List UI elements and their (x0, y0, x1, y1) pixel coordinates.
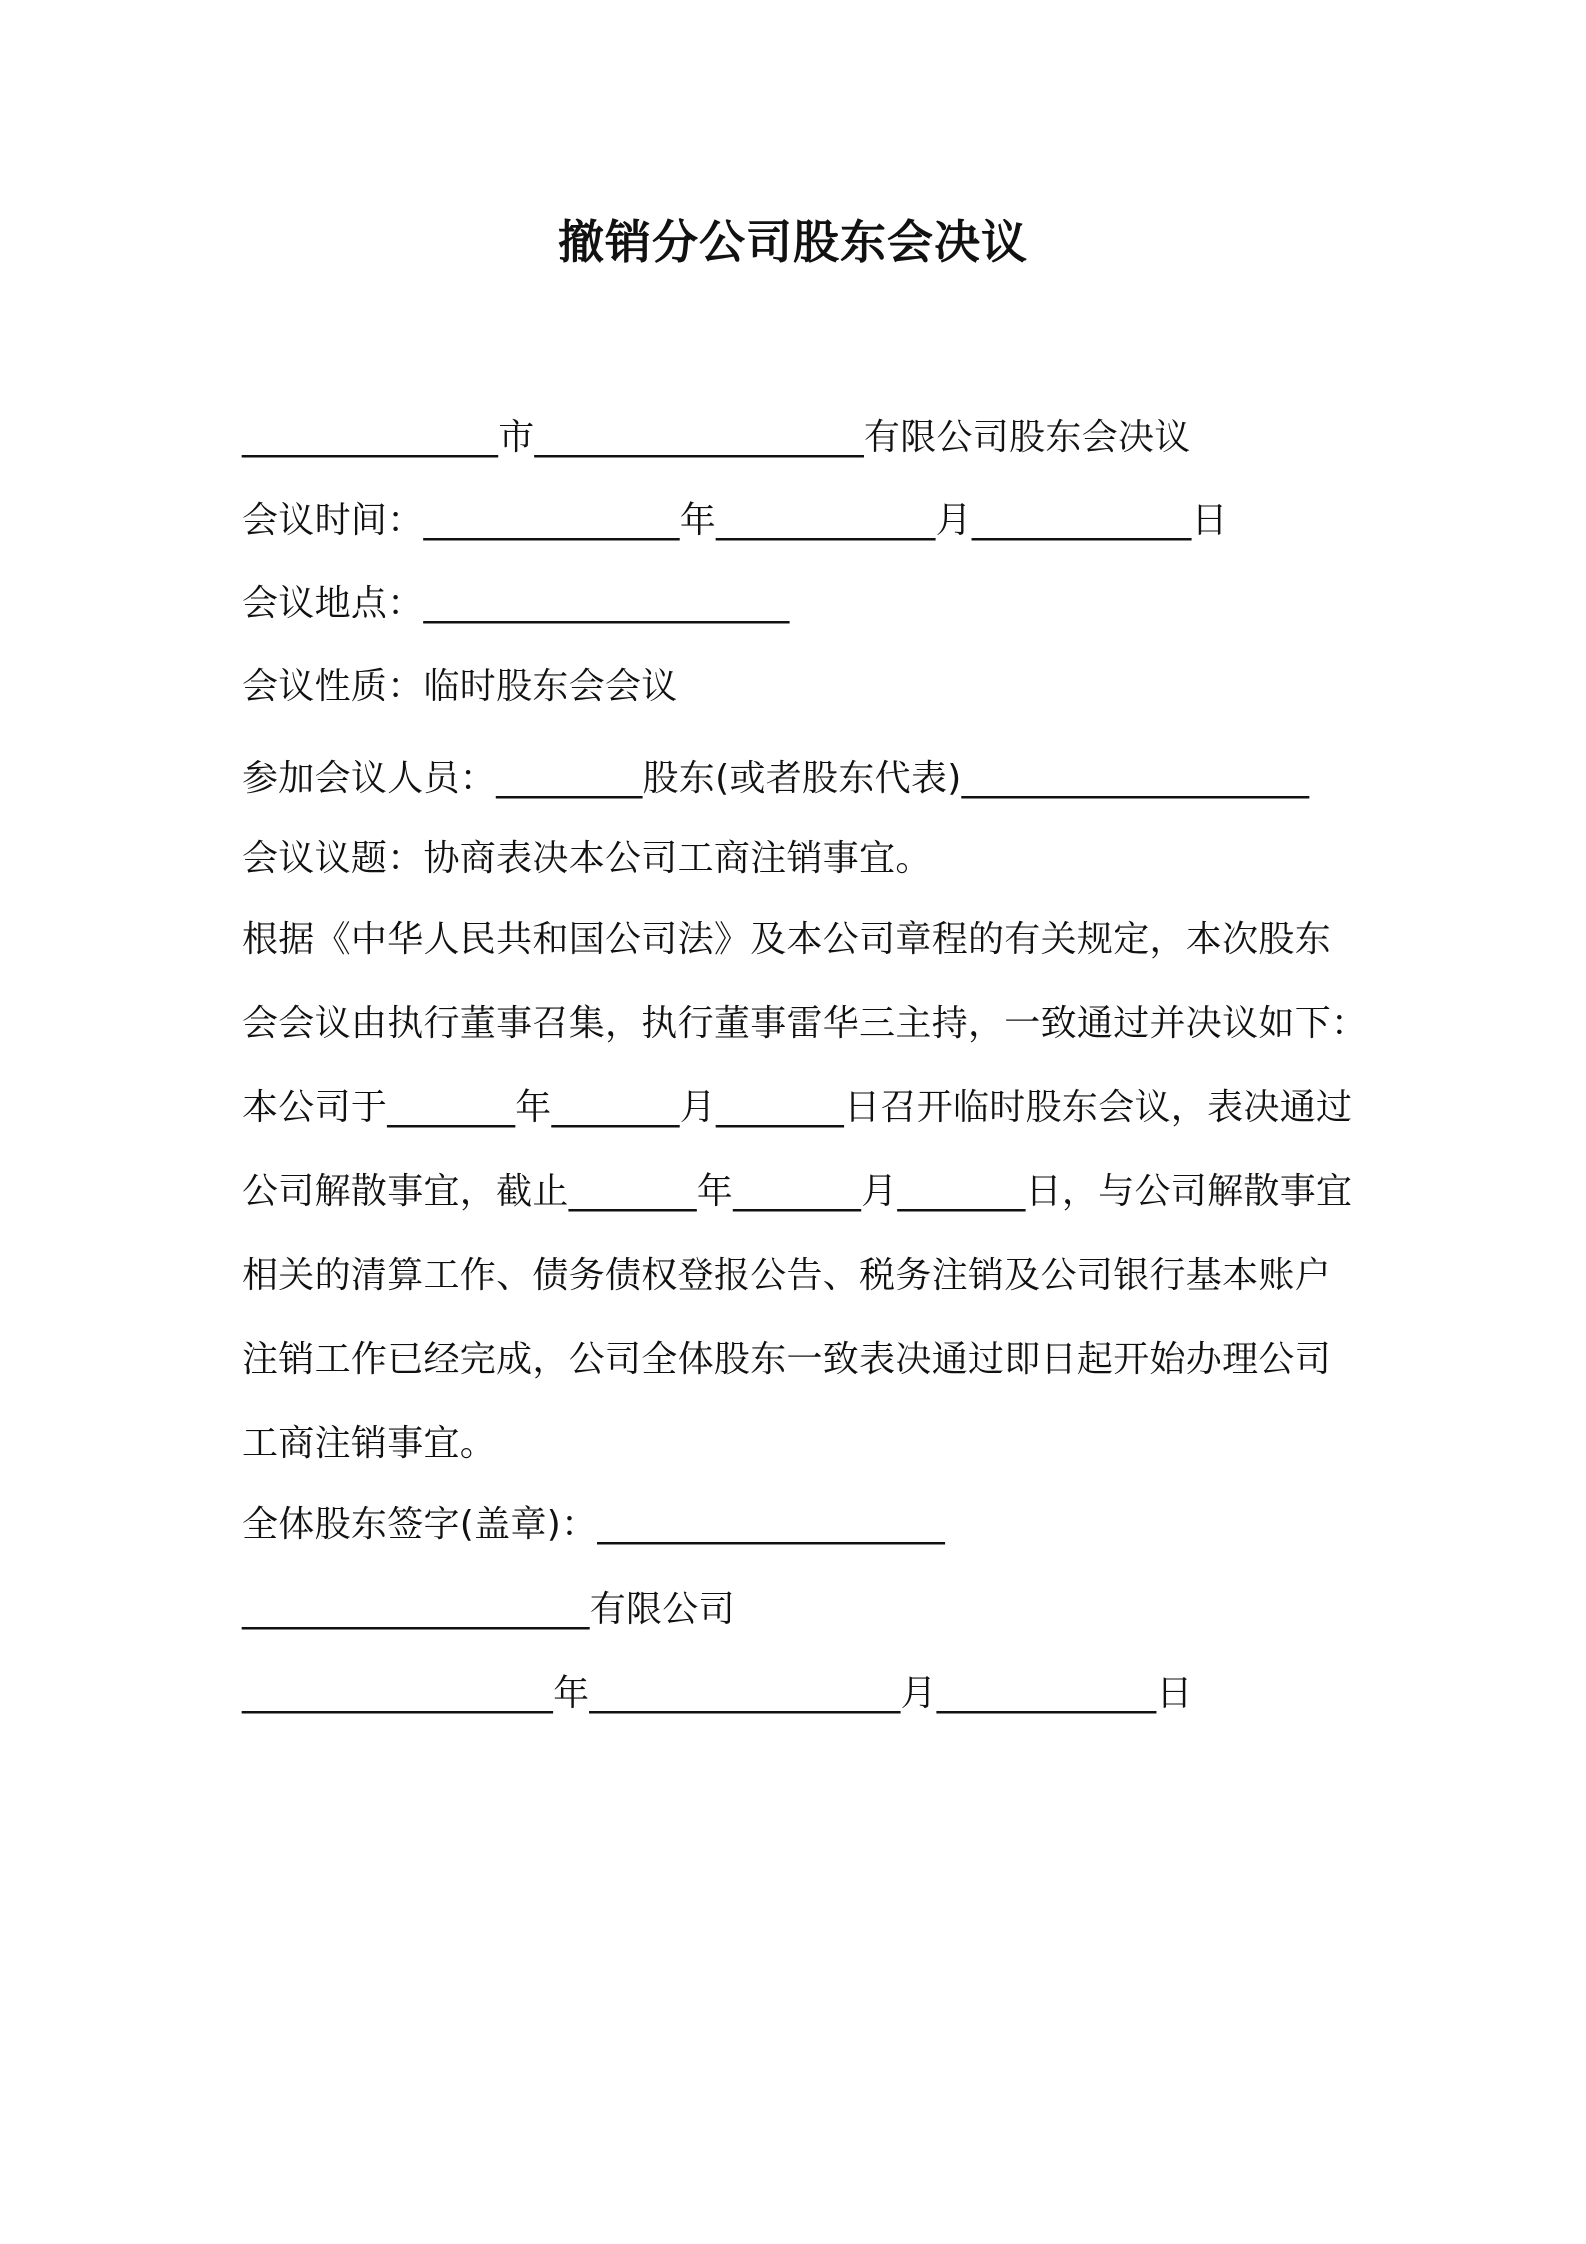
paragraph-line: 本公司于_______年_______月_______日召开临时股东会议，表决通过 (242, 1087, 1353, 1128)
paragraph-line: 会会议由执行董事召集，执行董事雷华三主持，一致通过并决议如下： (242, 1003, 1368, 1044)
paragraph-line: 工商注销事宜。 (242, 1423, 497, 1464)
company-header-line: ______________市__________________有限公司股东会决议 (242, 417, 1191, 458)
meeting-time-line: 会议时间：______________年____________月____________日 (242, 500, 1228, 541)
paragraph-line: 相关的清算工作、债务债权登报公告、税务注销及公司银行基本账户 (242, 1255, 1332, 1296)
document-title: 撤销分公司股东会决议 (558, 215, 1028, 269)
attendees-line: 参加会议人员：________股东(或者股东代表)___________________ (242, 758, 1310, 799)
paragraph-line: 根据《中华人民共和国公司法》及本公司章程的有关规定，本次股东 (242, 919, 1332, 960)
meeting-place-line: 会议地点：____________________ (242, 583, 790, 624)
company-name-line: ___________________有限公司 (242, 1589, 735, 1630)
meeting-nature-line: 会议性质：临时股东会会议 (242, 666, 678, 707)
paragraph-line: 公司解散事宜，截止_______年_______月_______日，与公司解散事宜 (242, 1171, 1353, 1212)
resolution-paragraph (242, 898, 1368, 1486)
shareholders-signature-line: 全体股东签字(盖章)：___________________ (242, 1504, 946, 1545)
paragraph-line: 注销工作已经完成，公司全体股东一致表决通过即日起开始办理公司 (242, 1339, 1332, 1380)
meeting-topic-line: 会议议题：协商表决本公司工商注销事宜。 (242, 838, 932, 879)
signature-date-line: _________________年_________________月____________日 (242, 1673, 1193, 1714)
